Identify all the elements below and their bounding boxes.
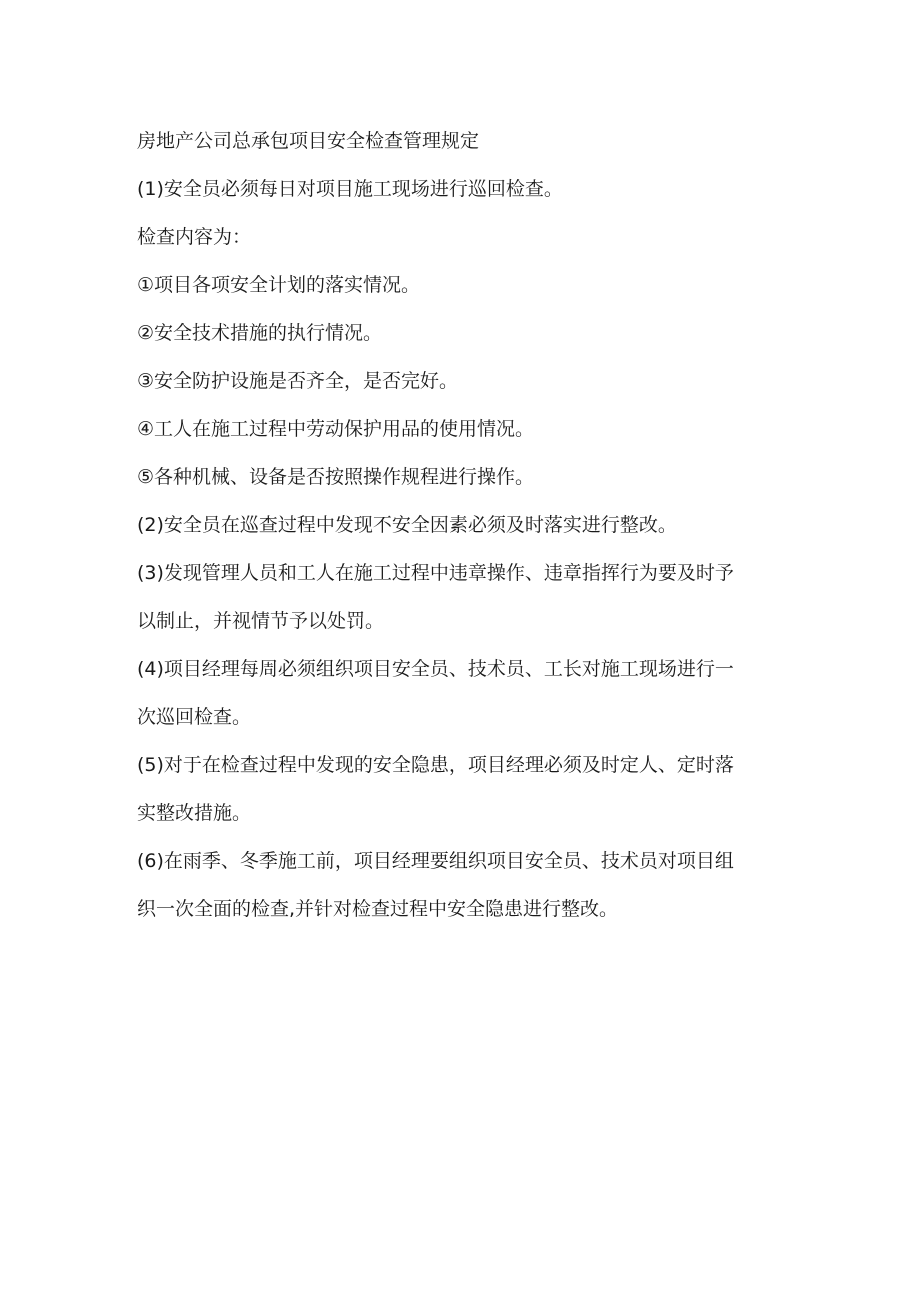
document-title: 房地产公司总承包项目安全检查管理规定 xyxy=(137,130,480,152)
inspection-item-1: ①项目各项安全计划的落实情况。 xyxy=(137,274,421,296)
rule-1-line: (1)安全员必须每日对项目施工现场进行巡回检查。 xyxy=(137,178,563,200)
rule-6-line-2: 织一次全面的检查,并针对检查过程中安全隐患进行整改。 xyxy=(137,898,619,920)
rule-3-line-2: 以制止，并视情节予以处罚。 xyxy=(137,610,385,632)
inspection-item-5: ⑤各种机械、设备是否按照操作规程进行操作。 xyxy=(137,466,535,488)
inspection-item-2: ②安全技术措施的执行情况。 xyxy=(137,322,383,344)
inspection-content-heading: 检查内容为： xyxy=(137,226,252,248)
document-body xyxy=(137,117,777,933)
rule-5-line-2: 实整改措施。 xyxy=(137,802,252,824)
rule-4-line-2: 次巡回检查。 xyxy=(137,706,252,728)
rule-2-line: (2)安全员在巡查过程中发现不安全因素必须及时落实进行整改。 xyxy=(137,514,677,536)
rule-4-line-1: (4)项目经理每周必须组织项目安全员、技术员、工长对施工现场进行一 xyxy=(137,658,734,680)
rule-3-line-1: (3)发现管理人员和工人在施工过程中违章操作、违章指挥行为要及时予 xyxy=(137,562,734,584)
rule-5-line-1: (5)对于在检查过程中发现的安全隐患，项目经理必须及时定人、定时落 xyxy=(137,754,734,776)
inspection-item-3: ③安全防护设施是否齐全，是否完好。 xyxy=(137,370,459,392)
inspection-item-4: ④工人在施工过程中劳动保护用品的使用情况。 xyxy=(137,418,535,440)
rule-6-line-1: (6)在雨季、冬季施工前，项目经理要组织项目安全员、技术员对项目组 xyxy=(137,850,734,872)
